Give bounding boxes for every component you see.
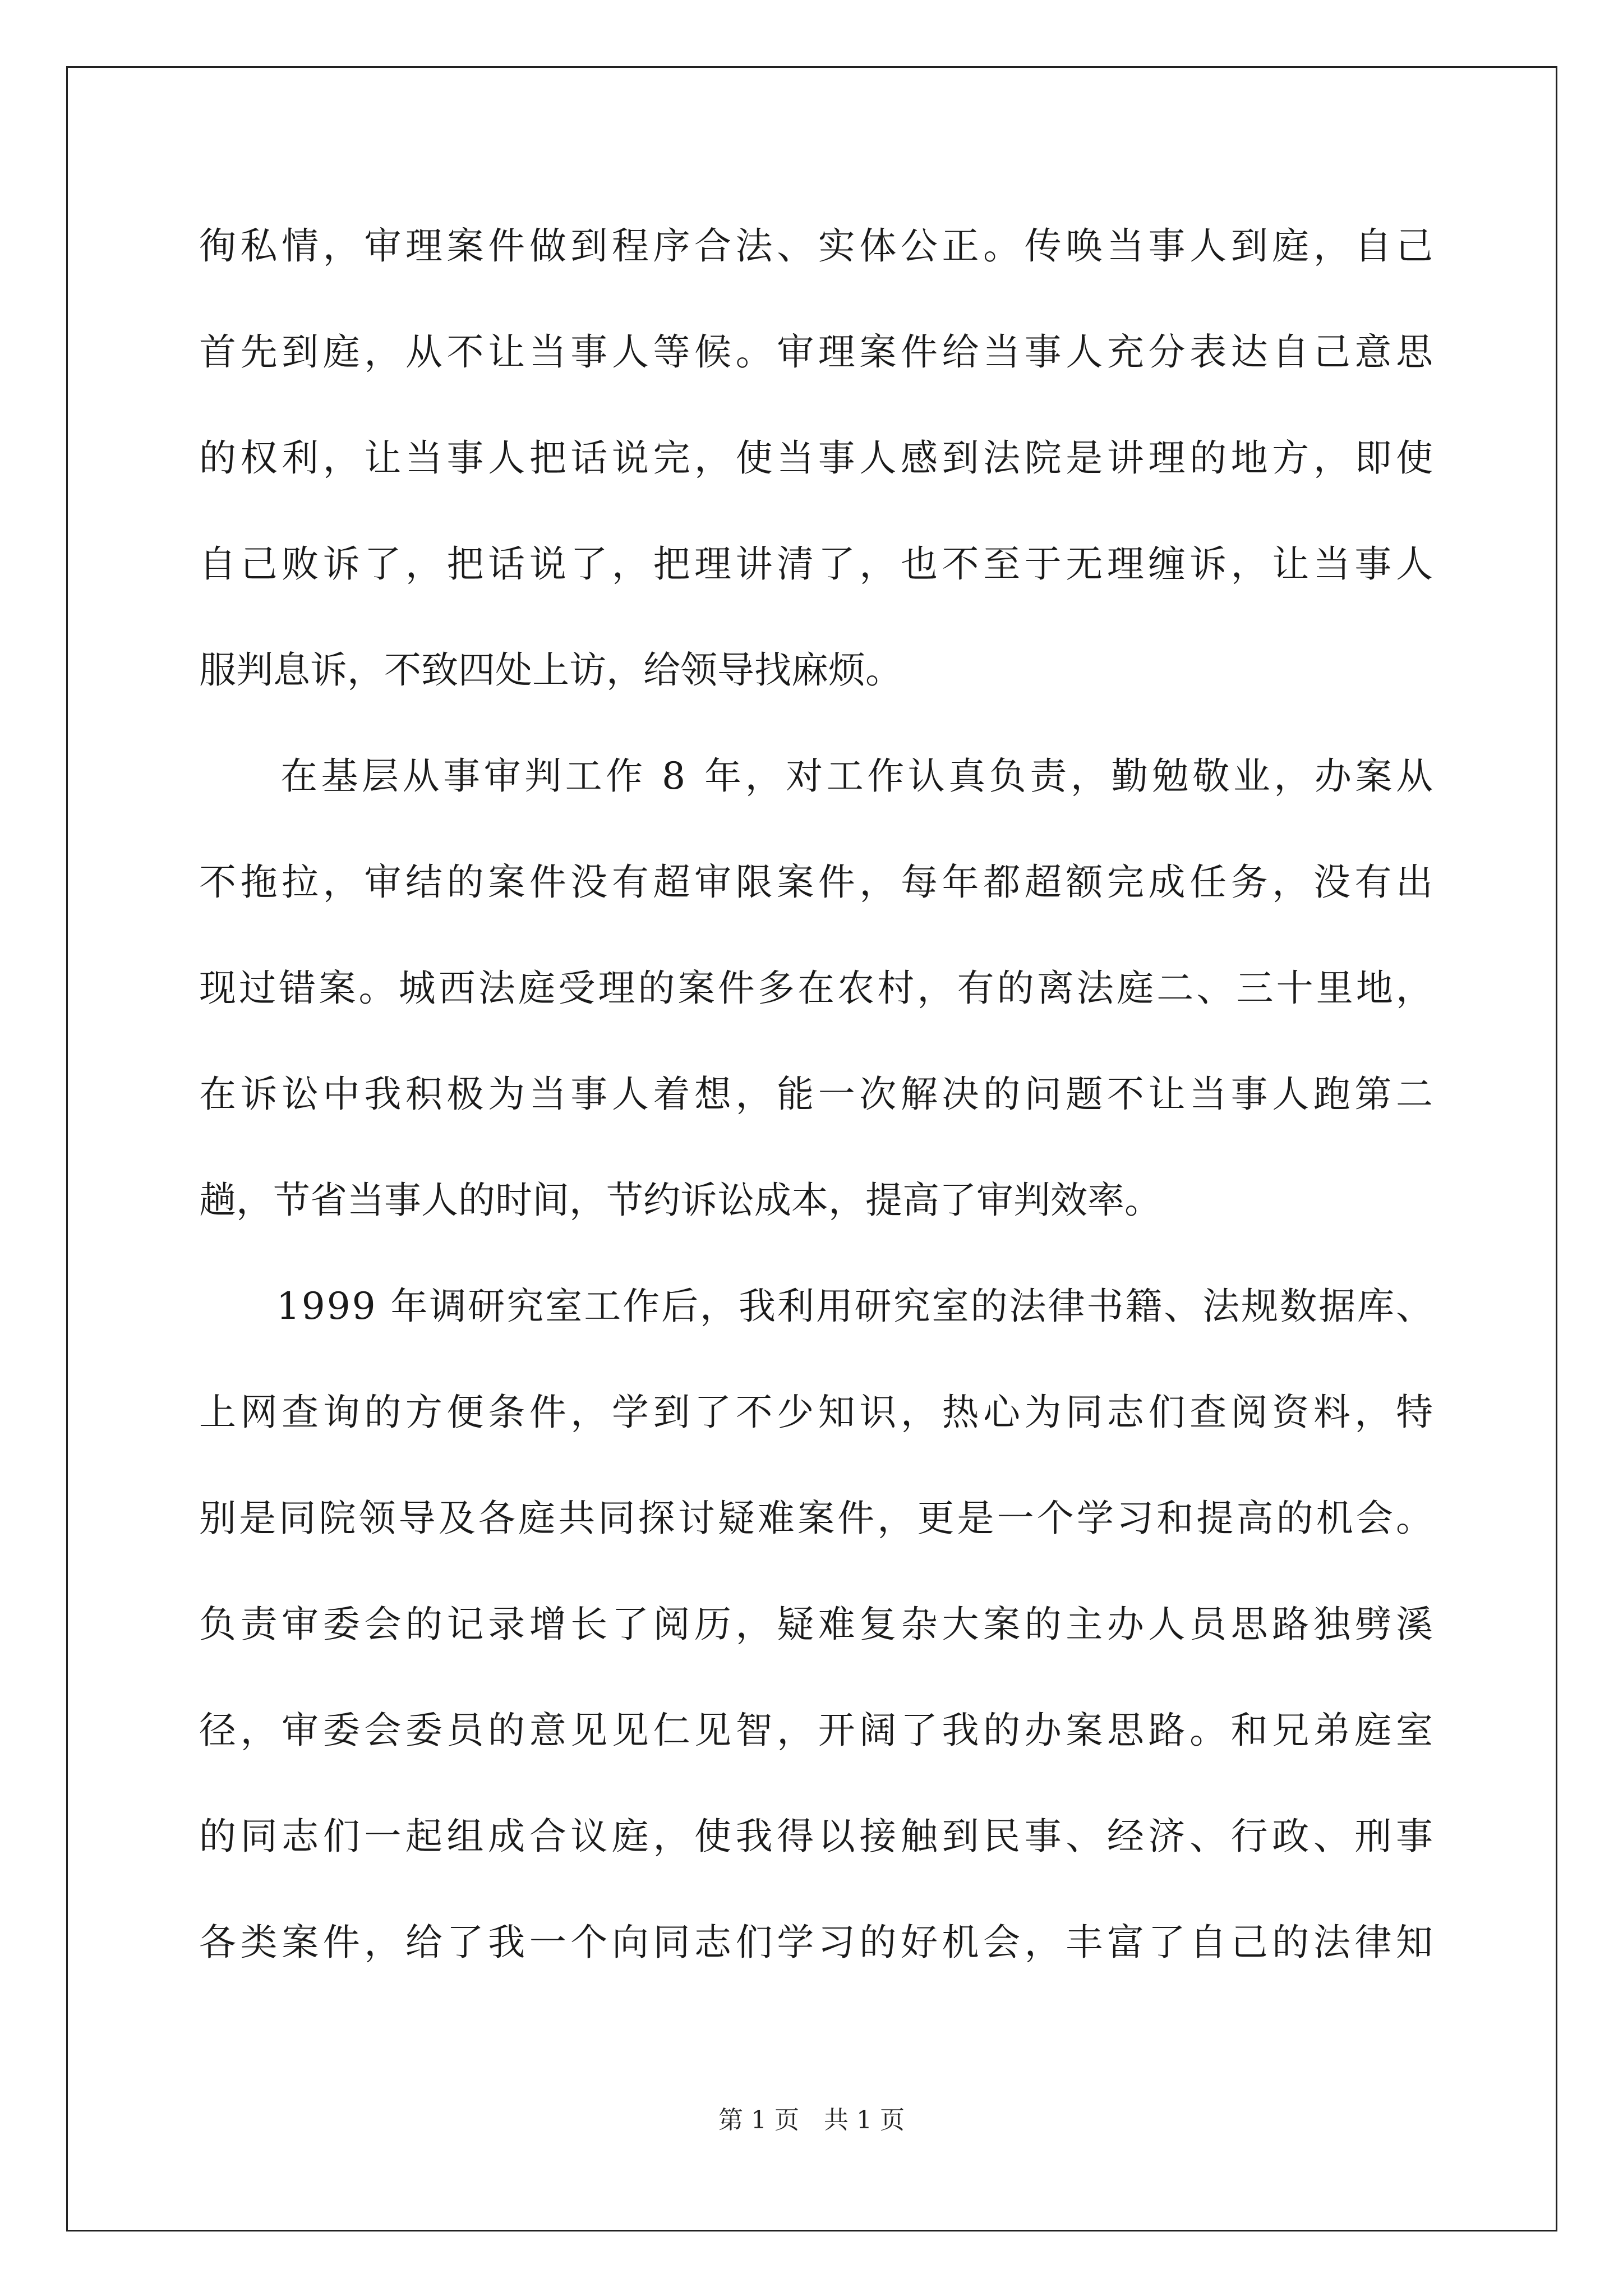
text-line: 负责审委会的记录增长了阅历，疑难复杂大案的主办人员思路独劈溪 [199, 1603, 1437, 1646]
text-line: 1999 年调研究室工作后，我利用研究室的法律书籍、法规数据库、 [199, 1285, 1435, 1328]
text-line: 在诉讼中我积极为当事人着想，能一次解决的问题不让当事人跑第二 [199, 1073, 1437, 1116]
text-line: 在基层从事审判工作 8 年，对工作认真负责，勤勉敬业，办案从 [199, 754, 1437, 798]
text-line: 服判息诉，不致四处上访，给领导找麻烦。 [199, 648, 902, 692]
page-border [66, 66, 1557, 2231]
text-line: 自己败诉了，把话说了，把理讲清了，也不至于无理缠诉，让当事人 [199, 542, 1437, 586]
text-line: 别是同院领导及各庭共同探讨疑难案件，更是一个学习和提高的机会。 [199, 1497, 1436, 1540]
text-line: 的同志们一起组成合议庭，使我得以接触到民事、经济、行政、刑事 [199, 1815, 1437, 1858]
text-line: 不拖拉，审结的案件没有超审限案件，每年都超额完成任务，没有出 [199, 861, 1437, 904]
text-line: 上网查询的方便条件，学到了不少知识，热心为同志们查阅资料，特 [199, 1391, 1437, 1434]
text-line: 径，审委会委员的意见见仁见智，开阔了我的办案思路。和兄弟庭室 [199, 1709, 1437, 1752]
page-number: 第 1 页 共 1 页 [718, 2106, 905, 2134]
text-line: 首先到庭，从不让当事人等候。审理案件给当事人充分表达自己意思 [199, 330, 1437, 374]
text-line: 的权利，让当事人把话说完，使当事人感到法院是讲理的地方，即使 [199, 436, 1437, 480]
text-line: 现过错案。城西法庭受理的案件多在农村，有的离法庭二、三十里地， [199, 967, 1436, 1010]
text-line: 趟，节省当事人的时间，节约诉讼成本，提高了审判效率。 [199, 1179, 1161, 1222]
text-line: 各类案件，给了我一个向同志们学习的好机会，丰富了自己的法律知 [199, 1921, 1437, 1964]
text-line: 徇私情，审理案件做到程序合法、实体公正。传唤当事人到庭，自己 [199, 224, 1437, 268]
